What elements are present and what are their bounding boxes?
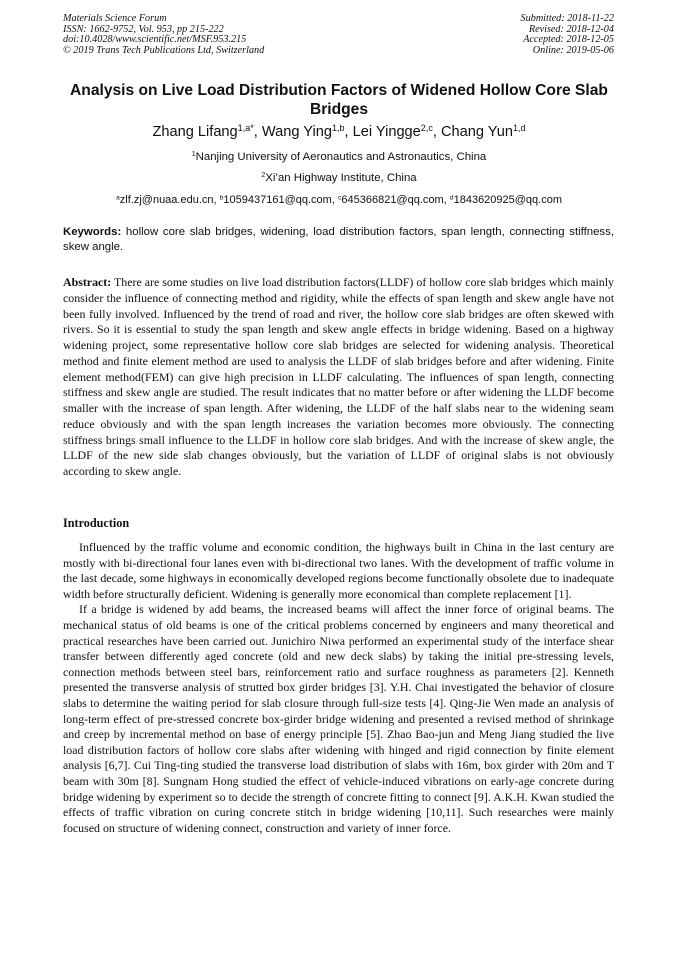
affiliation-2: [40, 171, 638, 185]
affiliation-text: Xi’an Highway Institute, China: [265, 172, 417, 184]
journal-header: [63, 14, 264, 56]
journal-doi: doi:10.4028/www.scientific.net/MSF.953.215: [63, 34, 247, 46]
author-list: Zhang Lifang$^{1,a*}$, Wang Ying$^{1,b}$, Lei Yingge$^{2,c}$, Chang Yun$^{1,d}$: [152, 123, 526, 140]
email-address: 1843620925@qq.com: [453, 194, 563, 206]
introduction-heading: Introduction: [63, 516, 130, 530]
affiliation-1: [40, 150, 638, 164]
introduction-body: [63, 540, 614, 836]
journal-issn: ISSN: 1662-9752, Vol. 953, pp 215-222: [63, 23, 224, 35]
author-name: Zhang Lifang: [152, 124, 238, 140]
journal-copyright: © 2019 Trans Tech Publications Ltd, Switzerland: [63, 44, 265, 56]
keywords-text: hollow core slab bridges, widening, load distribution factors, span length, connecting stiffness, skew angle.: [63, 226, 614, 253]
body-paragraph: If a bridge is widened by add beams, the increased beams will affect the inner force of original beams. The mechanical status of old beams is one of the critical problems concerned by engineers and many theoretical and practical researches have been carried out. Junichiro Niwa performed an experimental study of the interface shear transfer between differently aged concrete (old and new deck slabs) by taking the initial pre-stressing levels, connection methods between steel bars, reinforcement ratio and surface roughness as parameters [2]. Kenneth presented the transverse analysis of strutted box girder bridges [3]. Y.H. Chai investigated the behavior of closure slabs to determine the waiting period for slab closure through full-size tests [4]. Qing-Jie Wen made an analysis of long-term effect of pre-stressed concrete box-girder bridge widening and presented a revised method of shrinkage and creep by incremental method on base of energy principle [5]. Zhao Bao-jun and Meng Jiang studied the live load distribution factors of hollow core slabs after widening with hinged and rigid connection by finite element analysis [6,7]. Cui Ting-ting studied the transverse load distribution of slabs with 16m, box girder with 20m and T beam with 30m [8]. Sungnam Hong studied the effect of vehicle-induced vibrations on early-age concrete during bridge widening by experiment so to decide the strength of concrete fitting to connect [9]. A.K.H. Kwan studied the effects of traffic vibration on curing concrete stitch in bridge widening [10,11]. Such researches were mainly focused on structure of widening connect, construction and variety of inner force.: [63, 602, 614, 835]
author-name: Chang Yun: [440, 124, 513, 140]
journal-name: Materials Science Forum: [63, 13, 167, 24]
author-name: Wang Ying: [261, 124, 332, 140]
submission-dates: [521, 14, 614, 56]
affiliation-text: Nanjing University of Aeronautics and Astronautics, China: [195, 151, 487, 163]
email-mark: d: [449, 194, 454, 202]
email-address: 645366821@qq.com,: [341, 194, 447, 206]
affiliation-mark: 1: [191, 151, 196, 159]
abstract-block: [63, 275, 614, 480]
email-mark: a: [115, 194, 120, 202]
keywords-label: Keywords:: [63, 226, 122, 238]
affiliation-mark: 2: [261, 172, 266, 180]
body-paragraph: Influenced by the traffic volume and economic condition, the highways built in China in the last century are mostly with bi-directional four lanes even with bi-directional two lanes. With the development of traffic volume in the last decade, some highways in economically developed regions become functionally obsolete due to inadequate width before structurally deficient. Widening is generally more economical than complete replacement [1].: [63, 540, 614, 601]
author-affiliation-mark: 1,a*: [237, 123, 254, 134]
paper-title: Analysis on Live Load Distribution Factors of Widened Hollow Core Slab Bridges: [70, 82, 608, 118]
author-affiliation-mark: 1,d: [512, 123, 526, 134]
email-mark: b: [219, 194, 224, 202]
date-revised: Revised: 2018-12-04: [528, 23, 614, 35]
author-name: Lei Yingge: [352, 124, 421, 140]
author-emails: [40, 193, 638, 207]
abstract-label: Abstract:: [63, 275, 112, 289]
date-online: Online: 2019-05-06: [532, 44, 614, 56]
keywords-block: [63, 225, 614, 255]
email-address: 1059437161@qq.com,: [223, 194, 335, 206]
date-accepted: Accepted: 2018-12-05: [523, 34, 614, 46]
date-submitted: Submitted: 2018-11-22: [520, 13, 614, 24]
abstract-text: There are some studies on live load distribution factors(LLDF) of hollow core slab bridges which mainly consider the influence of connecting method and rigidity, while the effects of span length and skew angle have not been fully involved. Influenced by the trend of road and river, the hollow core slab bridges are often skewed with rivers. So it is essential to study the span length and skew angle effects in bridge widening. Based on a highway widening project, some representative hollow core slab bridges are selected for widening analysis. Theoretical method and finite element method are used to analysis the LLDF of slab bridges before and after widening. Finite element method(FEM) can give high precision in LLDF calculating. The influences of span length, connecting stiffness and skew angle are studied. The result indicates that no matter before or after widening the LLDF become smaller with the increase of span length. After widening, the LLDF of the half slabs near to the widening seam reduce obviously and with the span length increases the variation becomes more obviously. The connecting stiffness brings small influence to the LLDF in hollow core slab bridges. And with the increase of skew angle, the LLDF of the new side slab changes obviously, but the variation of LLDF of original slabs is not obviously according to skew angle.: [63, 275, 614, 478]
author-affiliation-mark: 1,b: [331, 123, 345, 134]
author-affiliation-mark: 2,c: [420, 123, 433, 134]
email-mark: c: [337, 194, 342, 202]
email-address: zlf.zj@nuaa.edu.cn,: [119, 194, 217, 206]
